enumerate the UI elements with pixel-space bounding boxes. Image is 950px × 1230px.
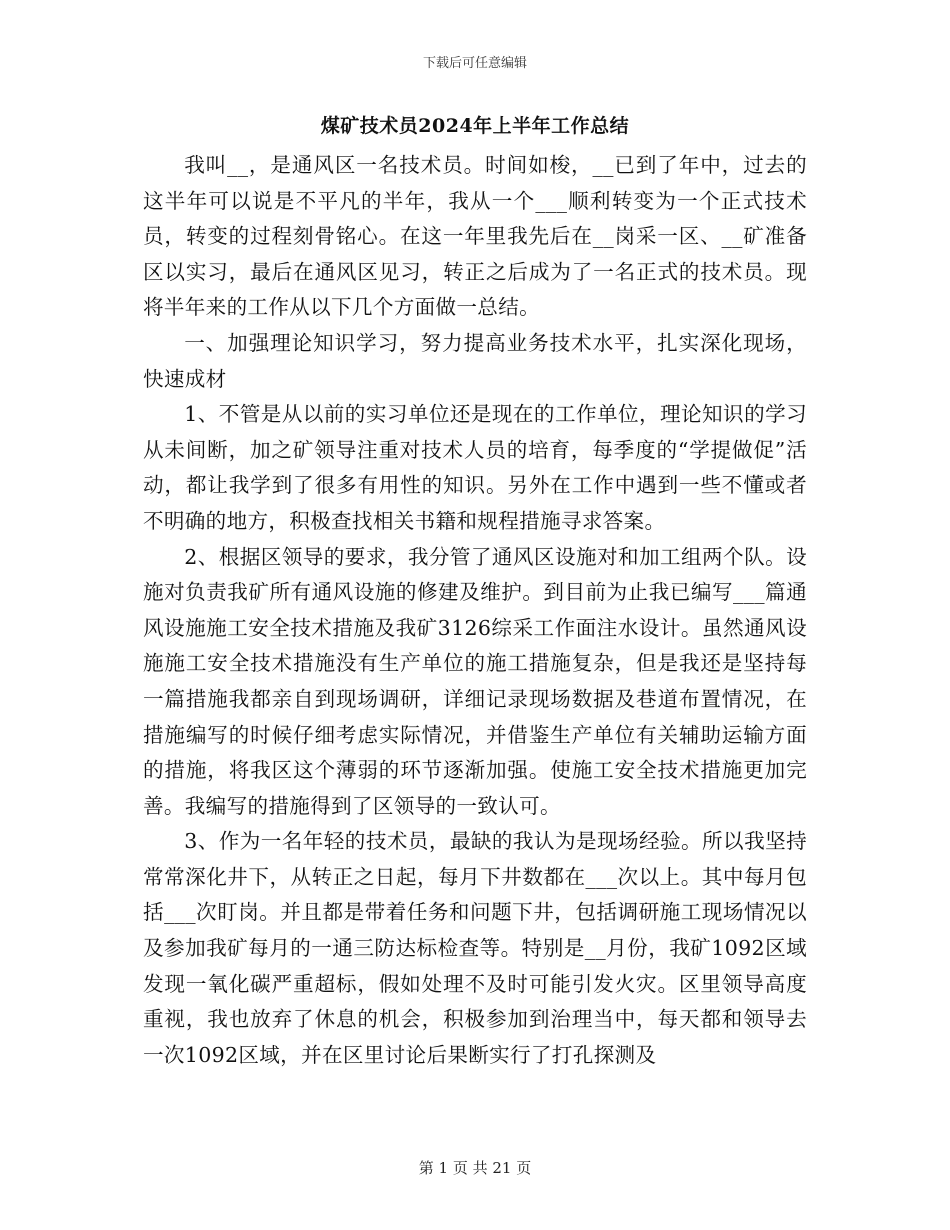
paragraph-item-2: 2、根据区领导的要求，我分管了通风区设施对和加工组两个队。设施对负责我矿所有通风设施的修建及维护。到目前为止我已编写___篇通风设施施工安全技术措施及我矿3126综采工作面注水设计。虽然通风设施施工安全技术措施没有生产单位的施工措施复杂，但是我还是坚持每一篇措施我都亲自到现场调研，详细记录现场数据及巷道布置情况，在措施编写的时候仔细考虑实际情况，并借鉴生产单位有关辅助运输方面的措施，将我区这个薄弱的环节逐渐加强。使施工安全技术措施更加完善。我编写的措施得到了区领导的一致认可。 <box>143 544 807 818</box>
document-title: 煤矿技术员2024年上半年工作总结 <box>320 115 630 137</box>
page-number: 第 1 页 共 21 页 <box>418 1159 532 1177</box>
paragraph-item-1: 1、不管是从以前的实习单位还是现在的工作单位，理论知识的学习从未间断，加之矿领导注重对技术人员的培育，每季度的“学提做促”活动，都让我学到了很多有用性的知识。另外在工作中遇到一些不懂或者不明确的地方，积极查找相关书籍和规程措施寻求答案。 <box>143 402 807 533</box>
header-note: 下载后可任意编辑 <box>422 56 527 71</box>
document-body <box>143 148 807 1073</box>
paragraph-item-3: 3、作为一名年轻的技术员，最缺的我认为是现场经验。所以我坚持常常深化井下，从转正之日起，每月下井数都在___次以上。其中每月包括___次盯岗。并且都是带着任务和问题下井，包括调研施工现场情况以及参加我矿每月的一通三防达标检查等。特别是__月份，我矿1092区域发现一氧化碳严重超标，假如处理不及时可能引发火灾。区里领导高度重视，我也放弃了休息的机会，积极参加到治理当中，每天都和领导去一次1092区域，并在区里讨论后果断实行了打孔探测及 <box>143 829 807 1067</box>
paragraph-intro: 我叫__，是通风区一名技术员。时间如梭，__已到了年中，过去的这半年可以说是不平凡的半年，我从一个___顺利转变为一个正式技术员，转变的过程刻骨铭心。在这一年里我先后在__岗采一区、__矿准备区以实习，最后在通风区见习，转正之后成为了一名正式的技术员。现将半年来的工作从以下几个方面做一总结。 <box>143 153 807 320</box>
paragraph-section-heading: 一、加强理论知识学习，努力提高业务技术水平，扎实深化现场，快速成材 <box>143 330 807 391</box>
